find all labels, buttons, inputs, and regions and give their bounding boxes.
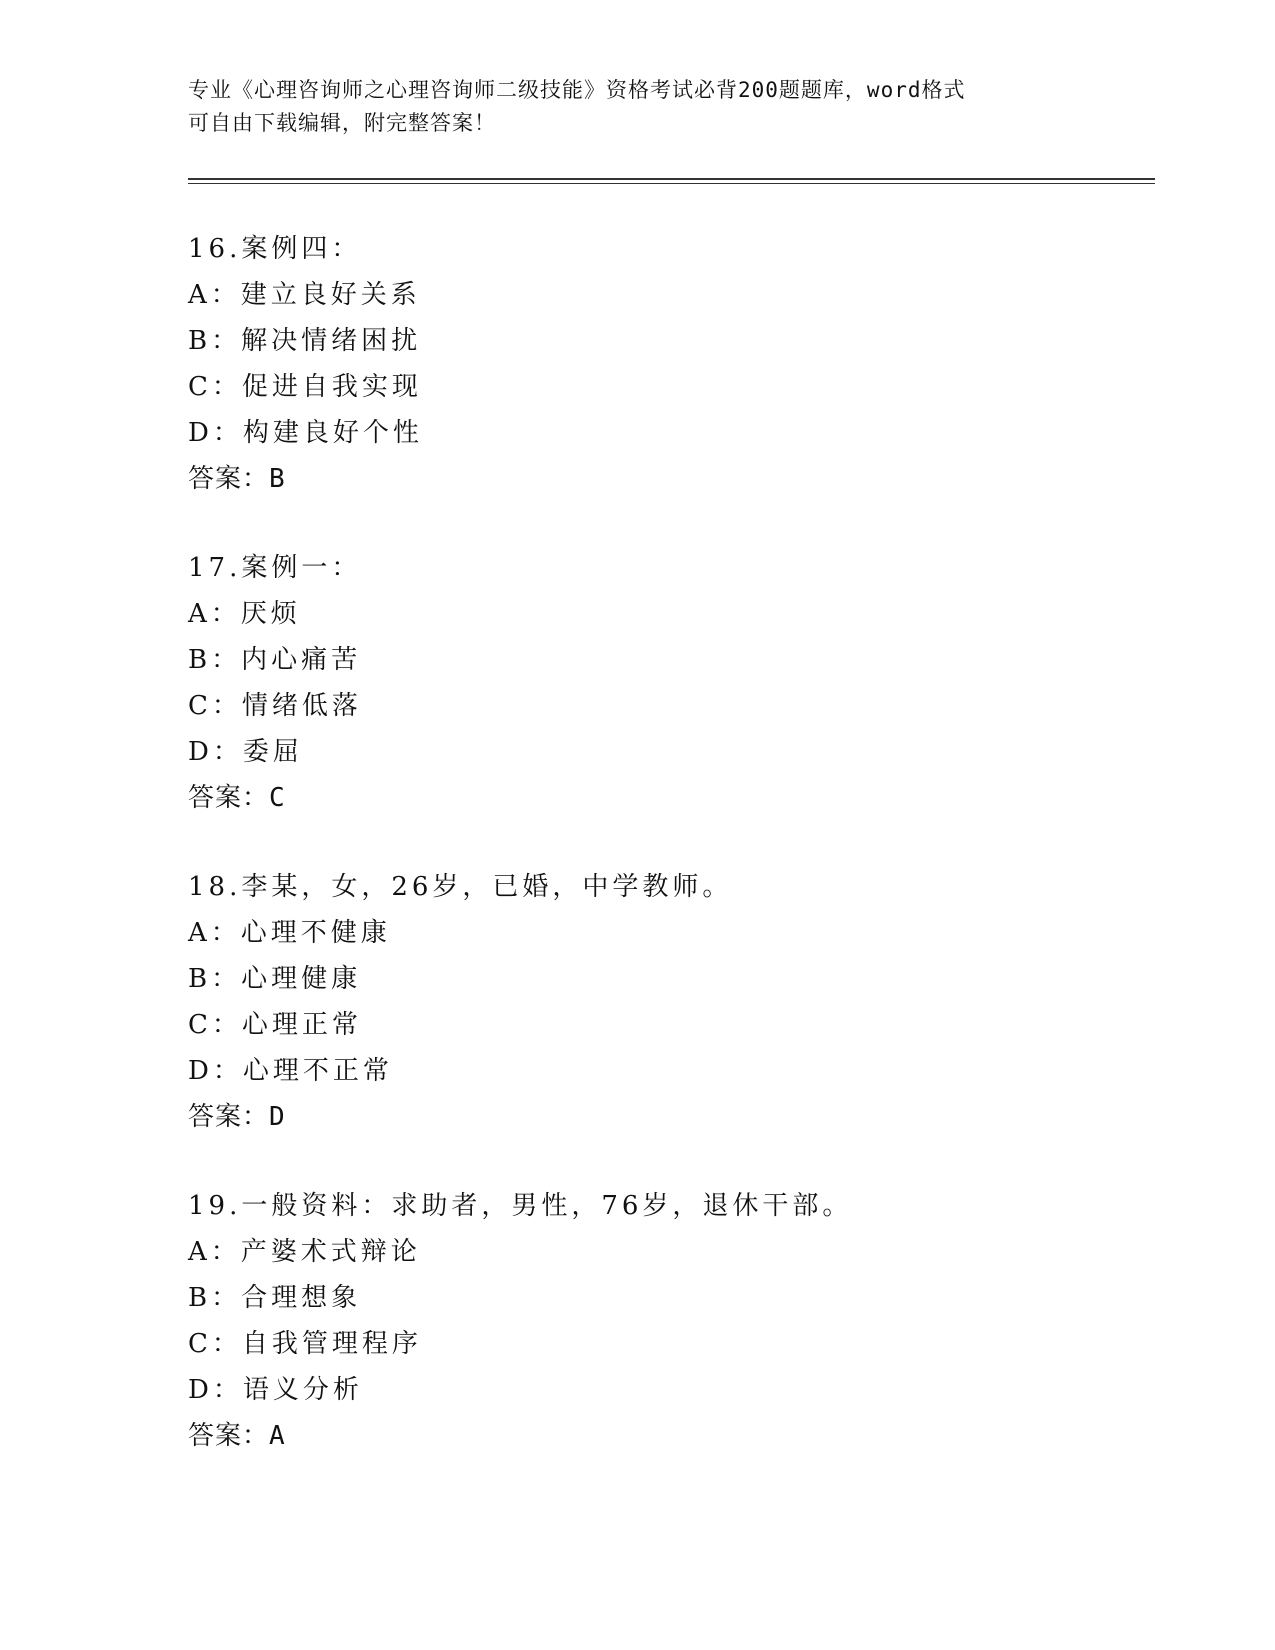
answer-label: 答案： — [188, 1102, 270, 1132]
question-stem: 19.一般资料：求助者，男性，76岁，退休干部。 — [188, 1191, 853, 1221]
answer-value: B — [269, 464, 286, 494]
option-a: A：厌烦 — [188, 599, 301, 629]
option-c: C：心理正常 — [188, 1010, 362, 1040]
answer — [188, 1094, 1088, 1140]
answer-label: 答案： — [188, 1421, 270, 1451]
option-c: C：自我管理程序 — [188, 1329, 422, 1359]
question-18 — [188, 864, 1088, 1140]
answer-value: C — [269, 783, 286, 813]
option-d: D：语义分析 — [188, 1375, 363, 1405]
question-17 — [188, 545, 1088, 821]
question-19 — [188, 1183, 1088, 1459]
answer — [188, 1413, 1088, 1459]
question-stem: 18.李某，女，26岁，已婚，中学教师。 — [188, 872, 733, 902]
option-a: A：建立良好关系 — [188, 280, 421, 310]
answer-label: 答案： — [188, 464, 270, 494]
option-c: C：促进自我实现 — [188, 372, 422, 402]
question-16 — [188, 226, 1088, 502]
option-c: C：情绪低落 — [188, 691, 362, 721]
answer-value: A — [269, 1421, 286, 1451]
option-a: A：产婆术式辩论 — [188, 1237, 421, 1267]
option-d: D：心理不正常 — [188, 1056, 393, 1086]
question-stem: 16.案例四： — [188, 234, 362, 264]
document-header — [188, 74, 1068, 140]
answer — [188, 775, 1088, 821]
option-d: D：委屈 — [188, 737, 303, 767]
answer — [188, 456, 1088, 502]
header-line-2: 可自由下载编辑，附完整答案！ — [188, 111, 496, 135]
option-d: D：构建良好个性 — [188, 418, 423, 448]
option-a: A：心理不健康 — [188, 918, 391, 948]
option-b: B：解决情绪困扰 — [188, 326, 422, 356]
question-stem: 17.案例一： — [188, 553, 362, 583]
option-b: B：合理想象 — [188, 1283, 362, 1313]
header-divider — [188, 178, 1155, 184]
option-b: B：心理健康 — [188, 964, 362, 994]
option-b: B：内心痛苦 — [188, 645, 362, 675]
answer-label: 答案： — [188, 783, 270, 813]
header-line-1: 专业《心理咨询师之心理咨询师二级技能》资格考试必背200题题库，word格式 — [188, 78, 966, 102]
answer-value: D — [269, 1102, 286, 1132]
